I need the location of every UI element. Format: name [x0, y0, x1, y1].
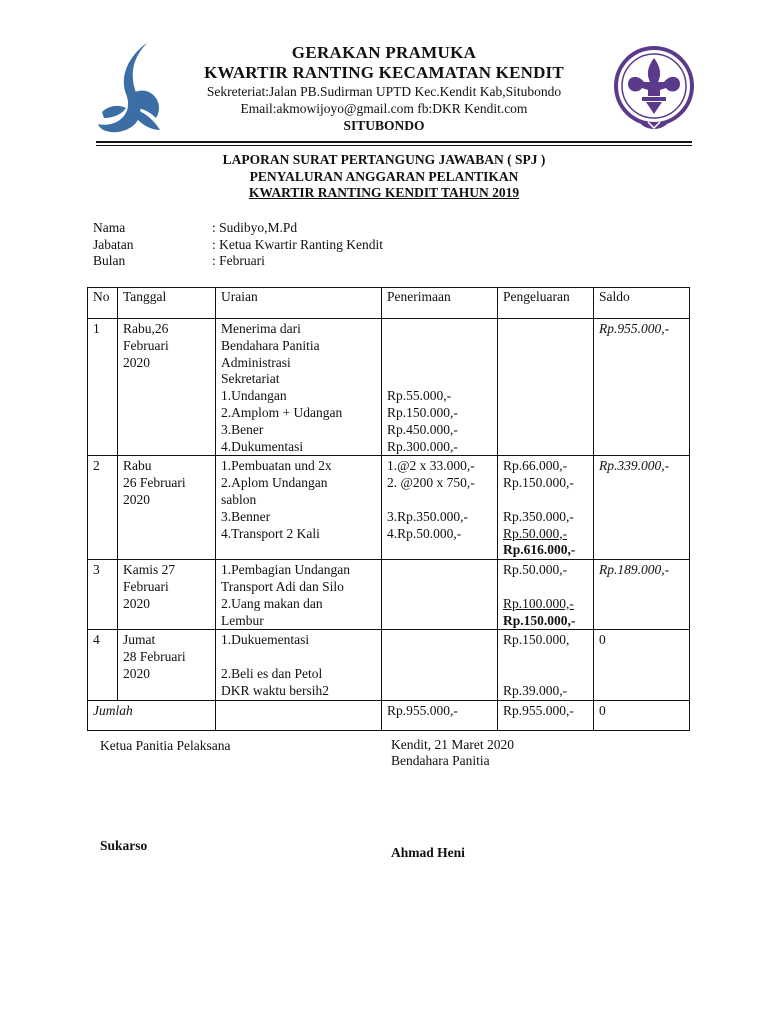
penerimaan-cell-line	[387, 371, 493, 388]
bulan-label: Bulan	[93, 253, 126, 268]
penerimaan-cell	[382, 319, 498, 456]
penerimaan-cell-line	[387, 355, 493, 372]
report-title-line3: KWARTIR RANTING KENDIT TAHUN 2019	[248, 185, 520, 200]
tanggal-cell	[118, 630, 216, 700]
uraian-cell-line: DKR waktu bersih2	[221, 682, 329, 698]
uraian-cell-line: 2.Aplom Undangan	[221, 475, 328, 491]
uraian-cell-line: Administrasi	[221, 354, 291, 370]
column-header-no: No	[88, 288, 118, 319]
report-title	[100, 152, 668, 202]
left-signatory-role: Ketua Panitia Pelaksana	[100, 738, 231, 753]
contact-info: Email:akmowijoyo@gmail.com fb:DKR Kendit.com	[240, 101, 528, 116]
penerimaan-cell-line	[387, 492, 493, 509]
penerimaan-cell-line: Rp.150.000,-	[387, 404, 458, 420]
table-row	[88, 456, 690, 560]
row-number: 1	[88, 319, 118, 456]
uraian-cell-line: 1.Undangan	[221, 388, 287, 404]
tanggal-cell-line: 28 Februari	[123, 649, 186, 665]
tanggal-cell-line: Kamis 27	[123, 562, 176, 578]
organization-unit: KWARTIR RANTING KECAMATAN KENDIT	[204, 63, 564, 82]
tanggal-cell-line: Jumat	[123, 632, 156, 648]
tanggal-cell-line: 2020	[123, 491, 150, 507]
uraian-cell-line: sablon	[221, 491, 257, 507]
jabatan-label: Jabatan	[93, 236, 134, 252]
uraian-cell-line: Menerima dari	[221, 321, 301, 336]
table-header-row	[88, 288, 690, 319]
uraian-cell-line: 3.Benner	[221, 508, 271, 524]
uraian-cell	[216, 456, 382, 560]
tanggal-cell-line: 2020	[123, 354, 150, 370]
bulan-value: : Februari	[212, 253, 265, 268]
uraian-cell-line: Sekretariat	[221, 371, 280, 387]
world-scout-emblem-icon	[612, 44, 696, 136]
report-title-line2: PENYALURAN ANGGARAN PELANTIKAN	[249, 168, 519, 184]
uraian-cell-line: 1.Dukuementasi	[221, 632, 310, 648]
jabatan-value: : Ketua Kwartir Ranting Kendit	[212, 236, 383, 252]
saldo-cell: Rp.339.000,-	[594, 456, 690, 560]
total-penerimaan: Rp.955.000,-	[382, 700, 498, 730]
header-divider-thick	[96, 141, 692, 143]
table-row	[88, 560, 690, 630]
total-saldo: 0	[594, 700, 690, 730]
penerimaan-cell	[382, 456, 498, 560]
uraian-cell-line: 1.Pembuatan und 2x	[221, 458, 332, 474]
pengeluaran-cell	[498, 560, 594, 630]
tanggal-cell-line: Februari	[123, 337, 169, 353]
pengeluaran-cell-line	[503, 649, 589, 666]
penerimaan-cell-line: Rp.55.000,-	[387, 388, 452, 404]
uraian-cell-line: Bendahara Panitia	[221, 337, 320, 353]
column-header-penerimaan: Penerimaan	[382, 288, 498, 319]
spj-table	[87, 287, 690, 731]
uraian-cell-line: 4.Transport 2 Kali	[221, 525, 320, 541]
pengeluaran-cell-line: Rp.350.000,-	[503, 508, 574, 524]
tanggal-cell-line: 26 Februari	[123, 475, 186, 491]
uraian-cell-line: Lembur	[221, 612, 264, 628]
pengeluaran-cell-line: Rp.100.000,-	[503, 595, 574, 611]
left-signatory-name: Sukarso	[100, 838, 148, 853]
penerimaan-cell-line	[387, 338, 493, 355]
organization-name: GERAKAN PRAMUKA	[291, 43, 477, 62]
column-header-tanggal: Tanggal	[118, 288, 216, 319]
pengeluaran-cell-line: Rp.150.000,-	[503, 475, 574, 491]
tanggal-cell-line: 2020	[123, 665, 150, 681]
address: Sekreteriat:Jalan PB.Sudirman UPTD Kec.Kendit Kab,Situbondo	[206, 84, 562, 99]
penerimaan-cell-line: 3.Rp.350.000,-	[387, 508, 468, 524]
tanggal-cell	[118, 456, 216, 560]
penerimaan-cell-line: 1.@2 x 33.000,-	[387, 458, 475, 474]
tunas-kelapa-icon	[96, 38, 166, 136]
uraian-cell-line: 3.Bener	[221, 421, 264, 437]
row-number: 4	[88, 630, 118, 700]
tanggal-cell-line: Februari	[123, 578, 169, 594]
uraian-cell-line: 4.Dukumentasi	[221, 438, 304, 454]
tanggal-cell-line: Rabu	[123, 458, 152, 474]
column-header-saldo: Saldo	[594, 288, 690, 319]
total-row	[88, 700, 690, 730]
right-signatory-name: Ahmad Heni	[391, 845, 465, 860]
total-label: Jumlah	[88, 700, 216, 730]
uraian-cell-line: 1.Pembagian Undangan	[221, 562, 350, 578]
place-date: Kendit, 21 Maret 2020	[391, 737, 514, 752]
penerimaan-cell-line	[387, 321, 493, 338]
penerimaan-cell-line: Rp.300.000,-	[387, 438, 458, 454]
pengeluaran-cell	[498, 319, 594, 456]
pengeluaran-cell-line	[503, 579, 589, 596]
penerimaan-cell-line: 2. @200 x 750,-	[387, 475, 475, 491]
pengeluaran-subtotal: Rp.150.000,-	[503, 612, 576, 628]
pengeluaran-cell-line: Rp.66.000,-	[503, 458, 568, 474]
uraian-cell-line: 2.Beli es dan Petol	[221, 665, 323, 681]
column-header-pengeluaran: Pengeluaran	[498, 288, 594, 319]
pengeluaran-cell	[498, 456, 594, 560]
pengeluaran-cell-line: Rp.50.000,-	[503, 562, 568, 578]
uraian-cell-line: 2.Uang makan dan	[221, 595, 323, 611]
uraian-cell-line: Transport Adi dan Silo	[221, 578, 344, 594]
pengeluaran-cell-line	[503, 666, 589, 683]
pengeluaran-cell-line: Rp.50.000,-	[503, 525, 568, 541]
total-uraian-empty	[216, 700, 382, 730]
pengeluaran-cell-line	[503, 492, 589, 509]
tanggal-cell	[118, 560, 216, 630]
total-pengeluaran: Rp.955.000,-	[498, 700, 594, 730]
uraian-cell-line	[221, 649, 377, 666]
saldo-cell: 0	[594, 630, 690, 700]
row-number: 2	[88, 456, 118, 560]
tanggal-cell	[118, 319, 216, 456]
tanggal-cell-line: Rabu,26	[123, 321, 169, 336]
column-header-uraian: Uraian	[216, 288, 382, 319]
penerimaan-cell	[382, 560, 498, 630]
letterhead	[170, 43, 598, 134]
header-divider-thin	[96, 145, 692, 146]
pengeluaran-cell	[498, 630, 594, 700]
penerimaan-cell-line: Rp.450.000,-	[387, 421, 458, 437]
uraian-cell	[216, 319, 382, 456]
right-signatory-block	[391, 737, 514, 769]
table-row	[88, 630, 690, 700]
table-row	[88, 319, 690, 456]
tanggal-cell-line: 2020	[123, 595, 150, 611]
report-info	[93, 220, 383, 270]
nama-value: : Sudibyo,M.Pd	[212, 220, 298, 235]
uraian-cell	[216, 560, 382, 630]
pengeluaran-subtotal: Rp.616.000,-	[503, 542, 576, 558]
pengeluaran-cell-line: Rp.39.000,-	[503, 682, 568, 698]
uraian-cell-line: 2.Amplom + Udangan	[221, 404, 343, 420]
saldo-cell: Rp.189.000,-	[594, 560, 690, 630]
penerimaan-cell	[382, 630, 498, 700]
report-title-line1: LAPORAN SURAT PERTANGUNG JAWABAN ( SPJ )	[222, 152, 546, 167]
city: SITUBONDO	[343, 118, 425, 133]
row-number: 3	[88, 560, 118, 630]
right-signatory-role: Bendahara Panitia	[391, 753, 490, 768]
penerimaan-cell-line: 4.Rp.50.000,-	[387, 525, 462, 541]
saldo-cell: Rp.955.000,-	[594, 319, 690, 456]
pengeluaran-cell-line: Rp.150.000,	[503, 632, 570, 648]
nama-label: Nama	[93, 220, 126, 235]
uraian-cell	[216, 630, 382, 700]
